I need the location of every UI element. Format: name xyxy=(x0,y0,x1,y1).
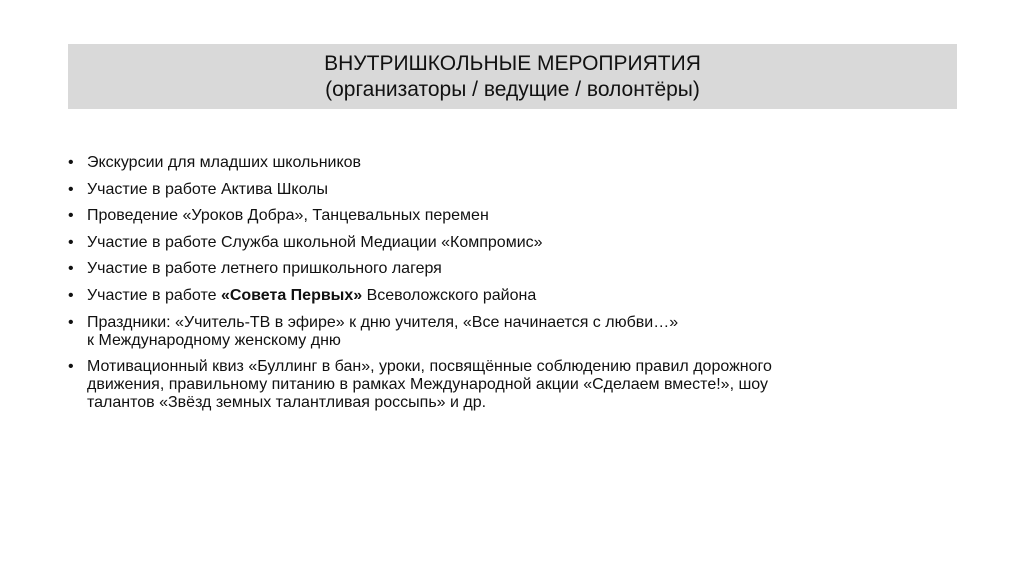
list-item-text-suffix: Всеволожского района xyxy=(362,286,537,304)
bullet-dot: • xyxy=(68,358,74,376)
list-item-text: талантов «Звёзд земных талантливая россыпь» и др. xyxy=(87,394,487,412)
list-item-text: движения, правильному питанию в рамках Международной акции «Сделаем вместе!», шоу xyxy=(87,376,769,394)
list-item xyxy=(68,207,948,225)
bullet-list xyxy=(68,154,948,421)
bullet-dot: • xyxy=(68,207,74,225)
list-item xyxy=(68,314,948,350)
list-item xyxy=(68,181,948,199)
bullet-dot: • xyxy=(68,180,74,198)
bullet-dot: • xyxy=(68,233,74,251)
bullet-dot: • xyxy=(68,260,74,278)
list-item xyxy=(68,234,948,252)
list-item xyxy=(68,287,948,305)
bullet-dot: • xyxy=(68,154,74,171)
list-item-text: Участие в работе летнего пришкольного лагеря xyxy=(87,260,442,278)
list-item-text: Участие в работе Актива Школы xyxy=(87,180,328,198)
list-item xyxy=(68,358,948,412)
list-item-text: Праздники: «Учитель-ТВ в эфире» к дню учителя, «Все начинается с любви…» xyxy=(87,313,679,331)
bullet-dot: • xyxy=(68,286,74,304)
list-item xyxy=(68,260,948,278)
list-item-text: Экскурсии для младших школьников xyxy=(87,154,362,171)
bullet-dot: • xyxy=(68,313,74,331)
list-item-text: Проведение «Уроков Добра», Танцевальных перемен xyxy=(87,207,489,225)
slide-subtitle: (организаторы / ведущие / волонтёры) xyxy=(325,77,700,101)
title-banner xyxy=(68,44,957,109)
list-item-text: к Международному женскому дню xyxy=(87,331,341,349)
list-item-text: Участие в работе Служба школьной Медиации «Компромис» xyxy=(87,233,543,251)
list-item-text-prefix: Участие в работе xyxy=(87,286,221,304)
slide-title: ВНУТРИШКОЛЬНЫЕ МЕРОПРИЯТИЯ xyxy=(324,51,701,75)
list-item xyxy=(68,154,948,172)
list-item-text xyxy=(87,287,948,305)
list-item-text: Мотивационный квиз «Буллинг в бан», уроки, посвящённые соблюдению правил дорожного xyxy=(87,358,772,376)
list-item-text-bold: «Совета Первых» xyxy=(220,286,363,304)
